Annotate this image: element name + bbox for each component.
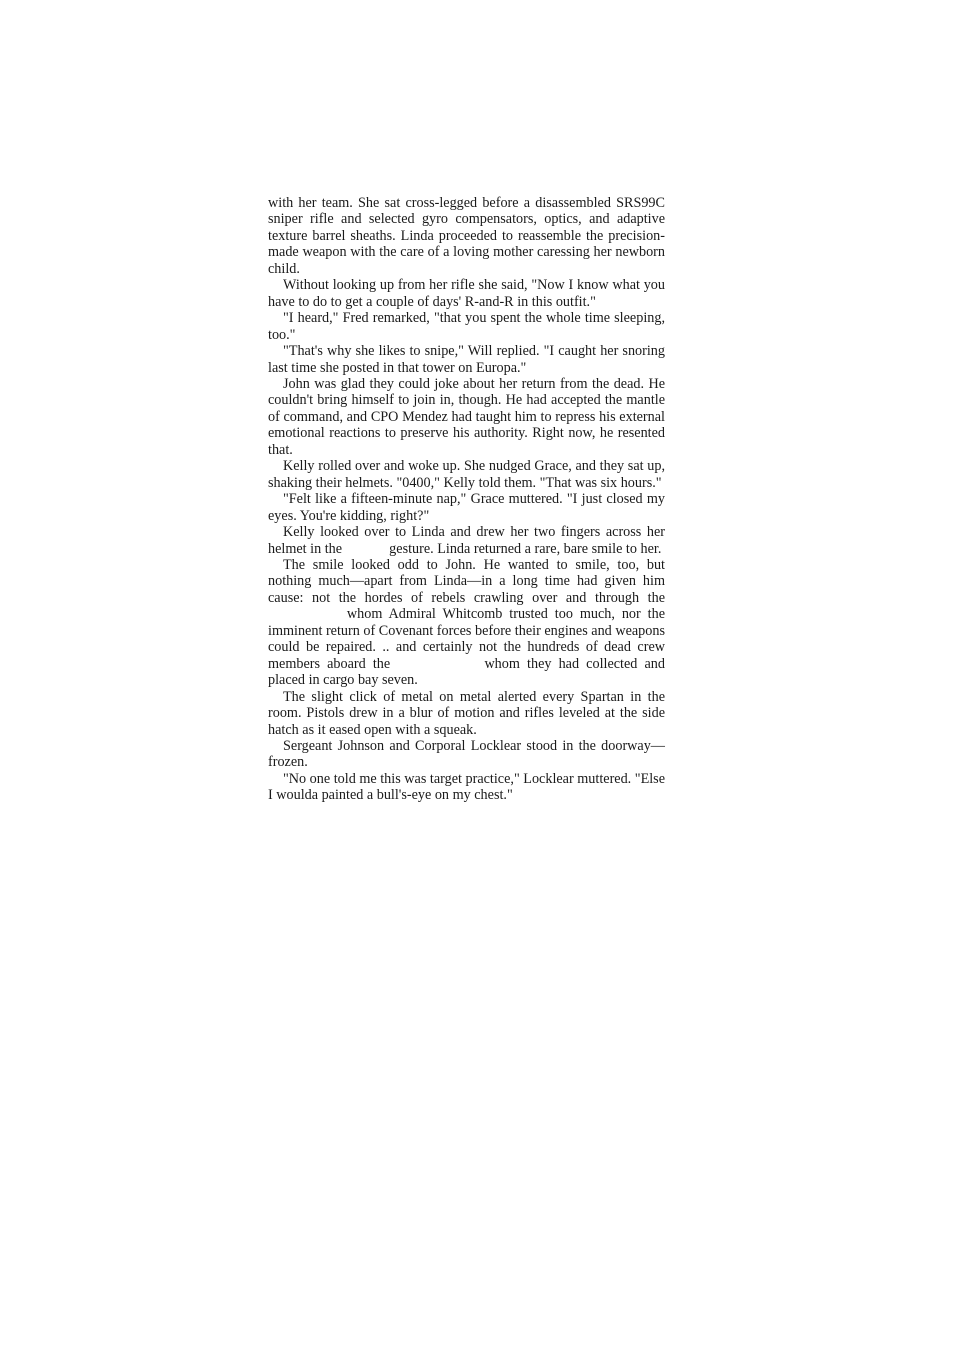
paragraph-4: "That's why she likes to snipe," Will replied. "I caught her snoring last time she posted in that tower on Europa.": [268, 343, 665, 376]
paragraph-10: The slight click of metal on metal alerted every Spartan in the room. Pistols drew in a blur of motion and rifles leveled at the side hatch as it eased open with a squeak.: [268, 688, 665, 738]
paragraph-8-before: Kelly looked over to Linda and drew her two fingers across her helmet in the: [268, 524, 665, 557]
book-page: [268, 195, 665, 804]
paragraph-7: "Felt like a fifteen-minute nap," Grace muttered. "I just closed my eyes. You're kidding, right?": [268, 491, 665, 524]
paragraph-3: "I heard," Fred remarked, "that you spent the whole time sleeping, too.": [268, 310, 665, 343]
paragraph-1: with her team. She sat cross-legged before a disassembled SRS99C sniper rifle and selected gyro compensators, optics, and adaptive texture barrel sheaths. Linda proceeded to reassemble the precision-made weapon with the care of a loving mother caressing her newborn child.: [268, 195, 665, 277]
paragraph-8-after: gesture. Linda returned a rare, bare smile to her.: [389, 540, 662, 557]
paragraph-9-part-3: whom they had collected and placed in cargo bay seven.: [268, 655, 665, 689]
paragraph-11: Sergeant Johnson and Corporal Locklear stood in the doorway—frozen.: [268, 737, 665, 771]
paragraph-5: John was glad they could joke about her return from the dead. He couldn't bring himself to join in, though. He had accepted the mantle of command, and CPO Mendez had taught him to repress his external emotional reactions to preserve his authority. Right now, he resented that.: [268, 375, 665, 458]
paragraph-12: "No one told me this was target practice," Locklear muttered. "Else I woulda painted a bull's-eye on my chest.": [268, 770, 665, 804]
paragraph-9-part-2: whom Admiral Whitcomb trusted too much, nor the imminent return of Covenant forces before their engines and weapons could be repaired. .. and certainly not the hundreds of dead crew members aboard the: [268, 606, 665, 672]
paragraph-8: [268, 524, 665, 557]
paragraph-6: Kelly rolled over and woke up. She nudged Grace, and they sat up, shaking their helmets. "0400," Kelly told them. "That was six hours.": [268, 458, 665, 491]
paragraph-9: [268, 557, 665, 689]
paragraph-2: Without looking up from her rifle she said, "Now I know what you have to do to get a couple of days' R-and-R in this outfit.": [268, 277, 665, 310]
paragraph-9-part-1: The smile looked odd to John. He wanted to smile, too, but nothing much—apart from Linda—in a long time had given him cause: not the hordes of rebels crawling over and through the: [268, 556, 665, 606]
